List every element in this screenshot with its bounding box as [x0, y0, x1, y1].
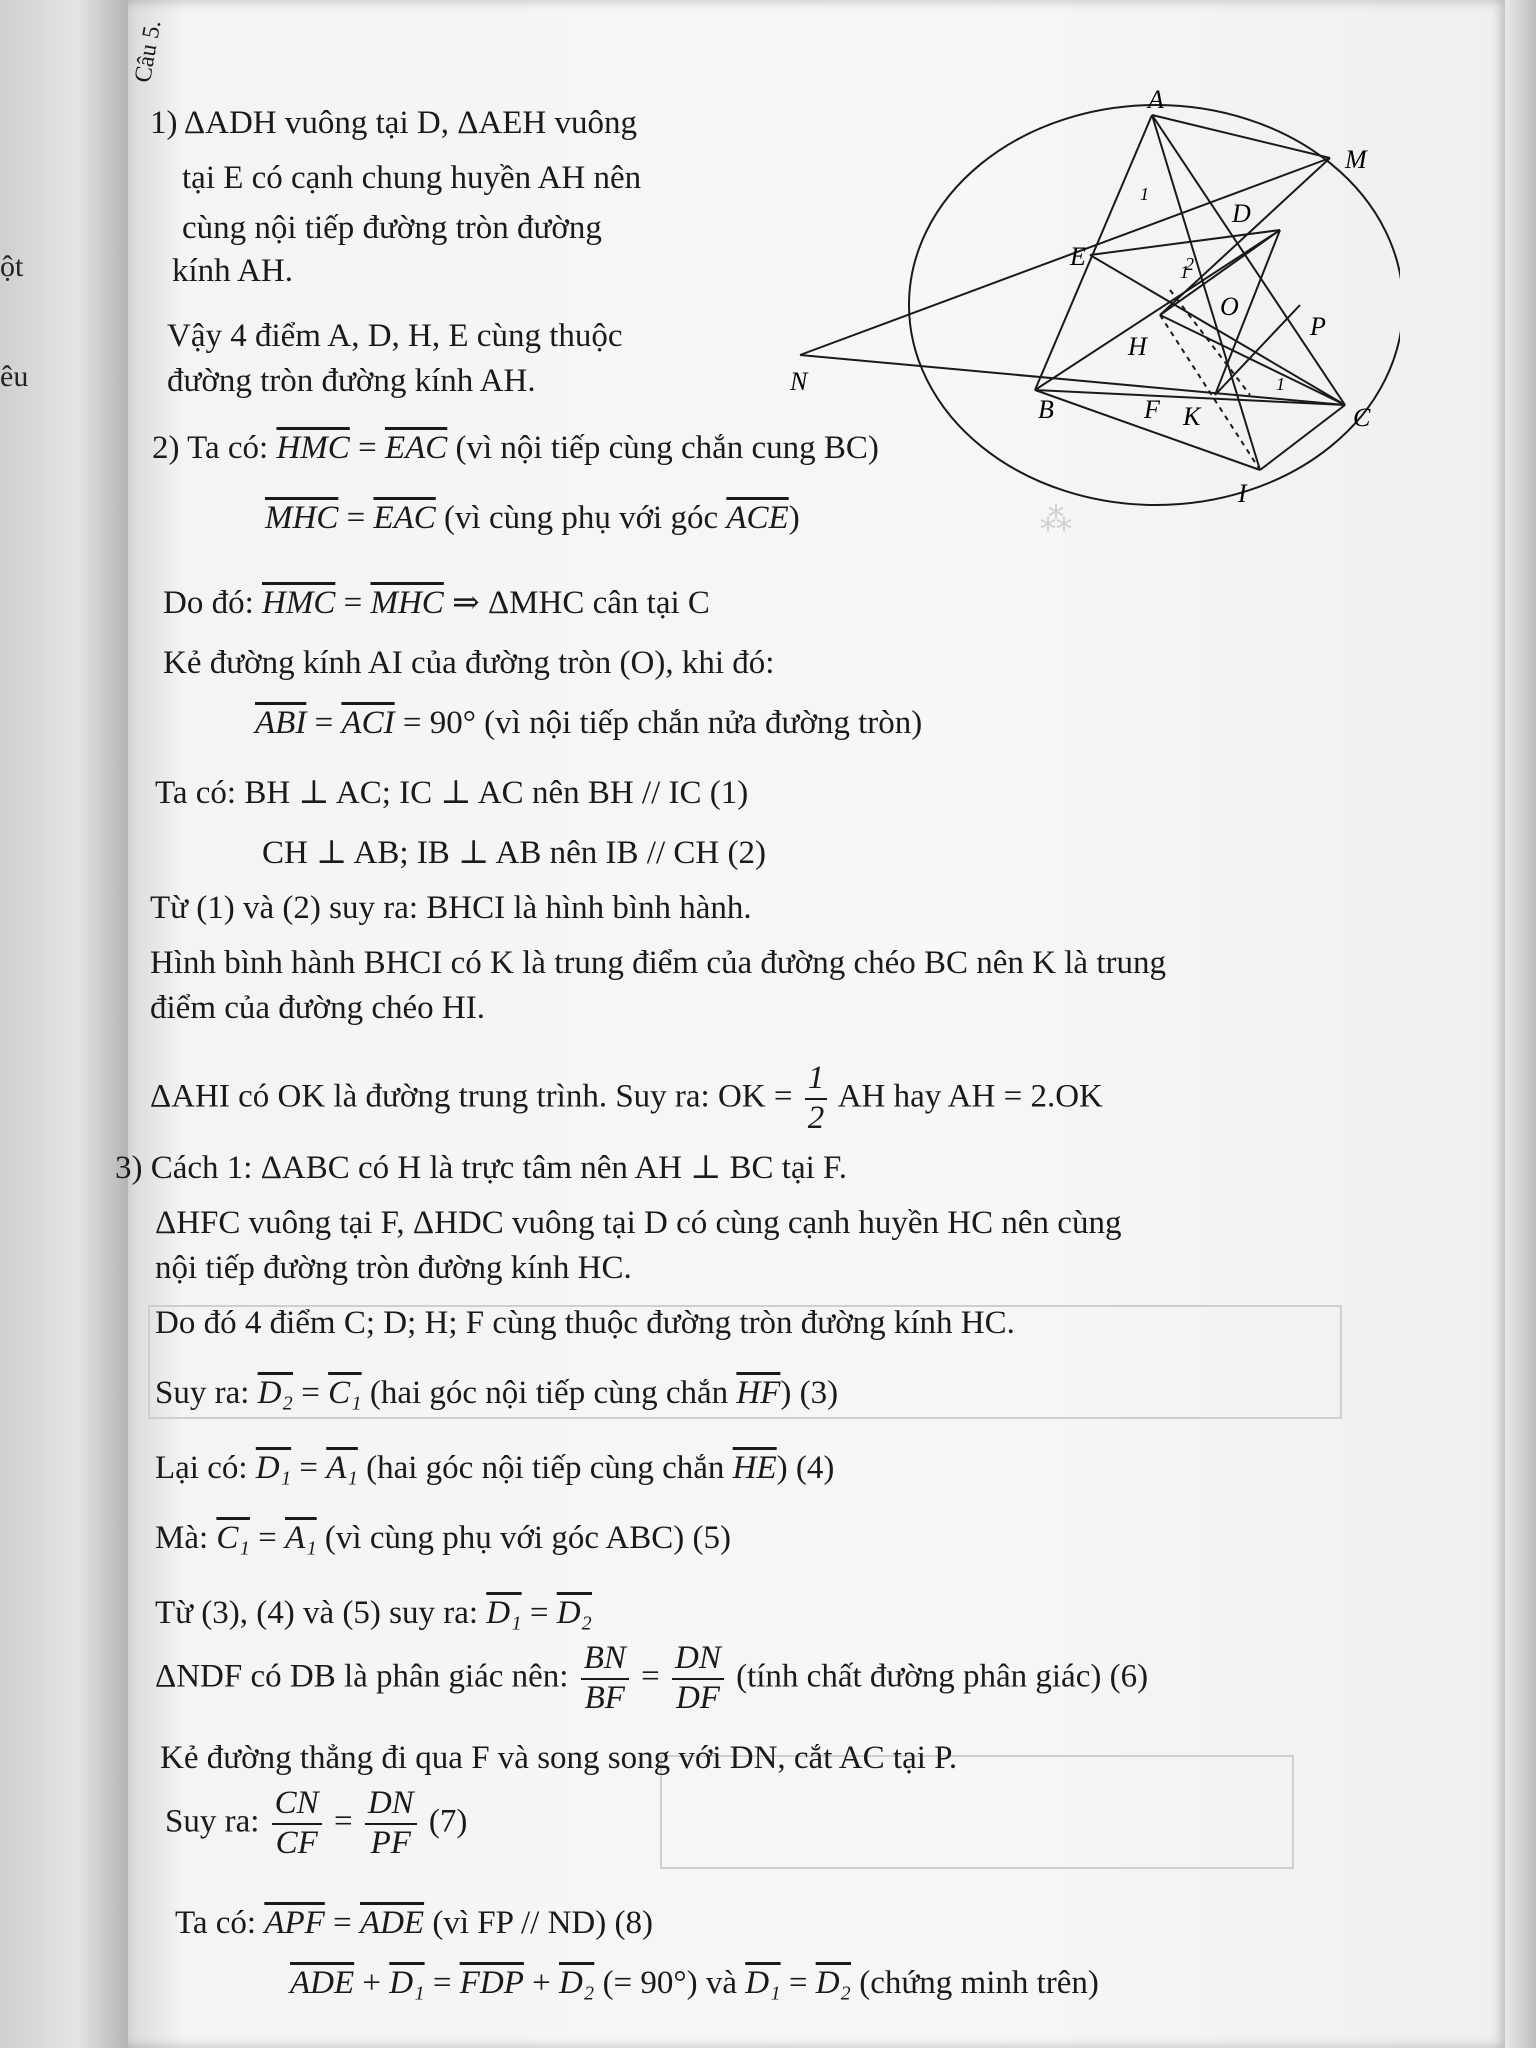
- part1-line: kính AH.: [172, 253, 294, 289]
- part3-line: Kẻ đường thẳng đi qua F và song song với DN, cắt AC tại P.: [160, 1740, 958, 1776]
- part3-line: Do đó 4 điểm C; D; H; F cùng thuộc đường tròn đường kính HC.: [155, 1305, 1015, 1341]
- part3-line: ΔNDF có DB là phân giác nên: $\frac{BN}{BF}$ = $\frac{DN}{DF}$ (tính chất đường phân giác) (6): [155, 1640, 1149, 1716]
- segment-am: [1152, 115, 1330, 158]
- part2-line: Kẻ đường kính AI của đường tròn (O), khi đó:: [163, 645, 775, 681]
- part2-line: $\overline{ABI} = \overline{ACI} = 90^\circ$ (vì nội tiếp chắn nửa đường tròn): [255, 705, 923, 741]
- part3-line: Ta có: $\overline{APF} = \overline{ADE}$ (vì FP // ND) (8): [175, 1905, 653, 1941]
- angle-label: 1: [1140, 184, 1149, 204]
- part2-line: Ta có: BH ⊥ AC; IC ⊥ AC nên BH // IC (1): [155, 775, 749, 811]
- point-label-i: I: [1238, 479, 1247, 508]
- left-page-fragment: ột: [0, 250, 24, 283]
- angle-label: 1: [1276, 374, 1285, 394]
- part2-line: Do đó: $\overline{HMC} = \overline{MHC}$ ⇒ ΔMHC cân tại C: [163, 585, 710, 621]
- point-label-o: O: [1220, 292, 1239, 321]
- left-page-margin: [0, 0, 140, 2048]
- point-label-k: K: [1183, 402, 1201, 431]
- fraction: $\frac{1}{2}$: [805, 1060, 828, 1138]
- part2-line: ΔAHI có OK là đường trung trình. Suy ra: OK = $\frac{1}{2}$ AH hay AH = 2.OK: [150, 1060, 1103, 1136]
- part2-line: Từ (1) và (2) suy ra: BHCI là hình bình hành.: [150, 890, 752, 926]
- part2-line: CH ⊥ AB; IB ⊥ AB nên IB // CH (2): [262, 835, 766, 871]
- point-label-f: F: [1144, 395, 1160, 424]
- point-label-a: A: [1148, 90, 1164, 114]
- part1-line: Vậy 4 điểm A, D, H, E cùng thuộc: [167, 318, 623, 354]
- fraction: $\frac{BN}{BF}$: [581, 1640, 629, 1718]
- part1-line: 1) ΔADH vuông tại D, ΔAEH vuông: [150, 105, 637, 141]
- part1-line: tại E có cạnh chung huyền AH nên: [182, 160, 642, 196]
- bleed-through: ⁂: [1040, 501, 1072, 537]
- segment-ai: [1152, 115, 1260, 470]
- part2-line: điểm của đường chéo HI.: [150, 990, 485, 1026]
- fraction: $\frac{CN}{CF}$: [272, 1785, 322, 1863]
- point-label-m: M: [1345, 145, 1367, 174]
- segment-ci: [1260, 405, 1345, 470]
- part3-line: Suy ra: D₂ = C₁ (hai góc nội tiếp cùng chắn $\overline{HF}$) (3): [155, 1375, 839, 1411]
- question-label: Câu 5.: [130, 18, 167, 85]
- part3-line: 3) Cách 1: ΔABC có H là trực tâm nên AH ⊥ BC tại F.: [115, 1150, 847, 1186]
- angle-label: 2: [1185, 254, 1194, 274]
- part3-line: Từ (3), (4) và (5) suy ra: D₁ = D₂: [155, 1595, 593, 1631]
- segment-mh: [1160, 158, 1330, 315]
- part2-line: 2) Ta có: $\overline{HMC} = \overline{EAC}$ (vì nội tiếp cùng chắn cung BC): [152, 430, 879, 466]
- part3-line: Lại có: D₁ = A₁ (hai góc nội tiếp cùng chắn $\overline{HE}$) (4): [155, 1450, 835, 1486]
- part1-line: đường tròn đường kính AH.: [167, 363, 536, 399]
- segment-ac: [1152, 115, 1345, 405]
- segment-nm: [800, 158, 1330, 355]
- point-label-d: D: [1232, 199, 1251, 228]
- fraction: $\frac{DN}{DF}$: [672, 1640, 724, 1718]
- point-label-p: P: [1310, 312, 1326, 341]
- point-label-h: H: [1128, 332, 1147, 361]
- part2-line: $\overline{MHC} = \overline{EAC}$ (vì cùng phụ với góc $\overline{ACE}$): [265, 500, 800, 536]
- part3-line: Mà: C₁ = A₁ (vì cùng phụ với góc ABC) (5): [155, 1520, 731, 1556]
- point-label-c: C: [1353, 403, 1371, 432]
- part1-line: cùng nội tiếp đường tròn đường: [182, 210, 602, 246]
- circle-o: [909, 105, 1400, 505]
- page-edge: [1505, 0, 1536, 2048]
- point-label-b: B: [1038, 395, 1054, 424]
- part2-line: Hình bình hành BHCI có K là trung điểm của đường chéo BC nên K là trung: [150, 945, 1166, 981]
- point-label-e: E: [1070, 242, 1086, 271]
- part3-line: Suy ra: $\frac{CN}{CF}$ = $\frac{DN}{PF}$ (7): [165, 1785, 468, 1861]
- part3-line: nội tiếp đường tròn đường kính HC.: [155, 1250, 632, 1286]
- left-page-fragment: êu: [0, 360, 29, 393]
- fraction: $\frac{DN}{PF}$: [365, 1785, 417, 1863]
- part3-line: $\overline{ADE} + D_1 = \overline{FDP} + D_2$ (= 90°) và D₁ = D₂ (chứng minh trên): [290, 1965, 1099, 2001]
- point-label-n: N: [790, 367, 808, 396]
- angle-label: 1: [1180, 262, 1189, 282]
- segment-nc: [800, 355, 1345, 405]
- part3-line: ΔHFC vuông tại F, ΔHDC vuông tại D có cùng cạnh huyền HC nên cùng: [155, 1205, 1122, 1241]
